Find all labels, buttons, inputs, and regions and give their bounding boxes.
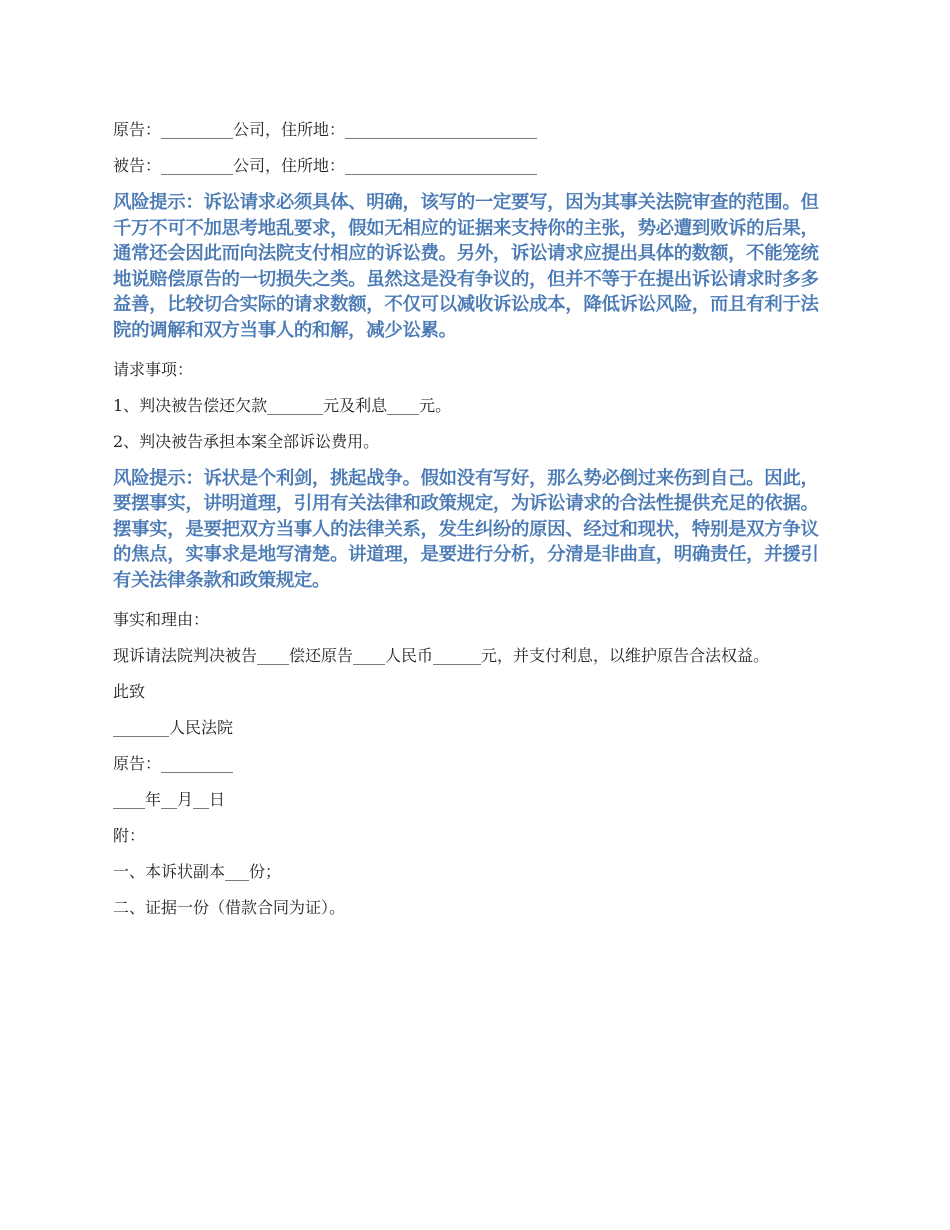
- defendant-line: 被告：_________公司，住所地：________________________: [113, 156, 538, 175]
- claim-item-2: 2、判决被告承担本案全部诉讼费用。: [113, 431, 380, 451]
- date-line: ____年__月__日: [113, 789, 226, 809]
- facts-body: 现诉请法院判决被告____偿还原告____人民币______元，并支付利息，以维护原告合法权益。: [113, 645, 770, 665]
- document-page: [113, 118, 835, 932]
- risk-notice-complaint: 风险提示：诉状是个利剑，挑起战争。假如没有写好，那么势必倒过来伤到自己。因此，要摆事实，讲明道理，引用有关法律和政策规定，为诉讼请求的合法性提供充足的依据。摆事实，是要把双方当事人的法律关系，发生纠纷的原因、经过和现状，特别是双方争议的焦点，实事求是地写清楚。讲道理，是要进行分析，分清是非曲直，明确责任，并援引有关法律条款和政策规定。: [113, 467, 819, 591]
- claims-heading: 请求事项：: [113, 359, 194, 379]
- attachments-heading: 附：: [113, 825, 146, 845]
- attachment-item-2: 二、证据一份（借款合同为证）。: [113, 897, 346, 917]
- claim-item-1: 1、判决被告偿还欠款_______元及利息____元。: [113, 395, 452, 415]
- attachment-item-1: 一、本诉状副本___份；: [113, 861, 282, 881]
- signer-line: 原告：_________: [113, 753, 234, 773]
- plaintiff-line: 原告：_________公司，住所地：________________________: [113, 120, 538, 139]
- risk-notice-claims: 风险提示：诉讼请求必须具体、明确，该写的一定要写，因为其事关法院审查的范围。但千万不可不加思考地乱要求，假如无相应的证据来支持你的主张，势必遭到败诉的后果，通常还会因此而向法院支付相应的诉讼费。另外，诉讼请求应提出具体的数额，不能笼统地说赔偿原告的一切损失之类。虽然这是没有争议的，但并不等于在提出诉讼请求时多多益善，比较切合实际的请求数额，不仅可以减收诉讼成本，降低诉讼风险，而且有利于法院的调解和双方当事人的和解，减少讼累。: [113, 192, 819, 341]
- salutation: 此致: [113, 681, 146, 701]
- court-line: _______人民法院: [113, 717, 234, 737]
- facts-heading: 事实和理由：: [113, 609, 210, 629]
